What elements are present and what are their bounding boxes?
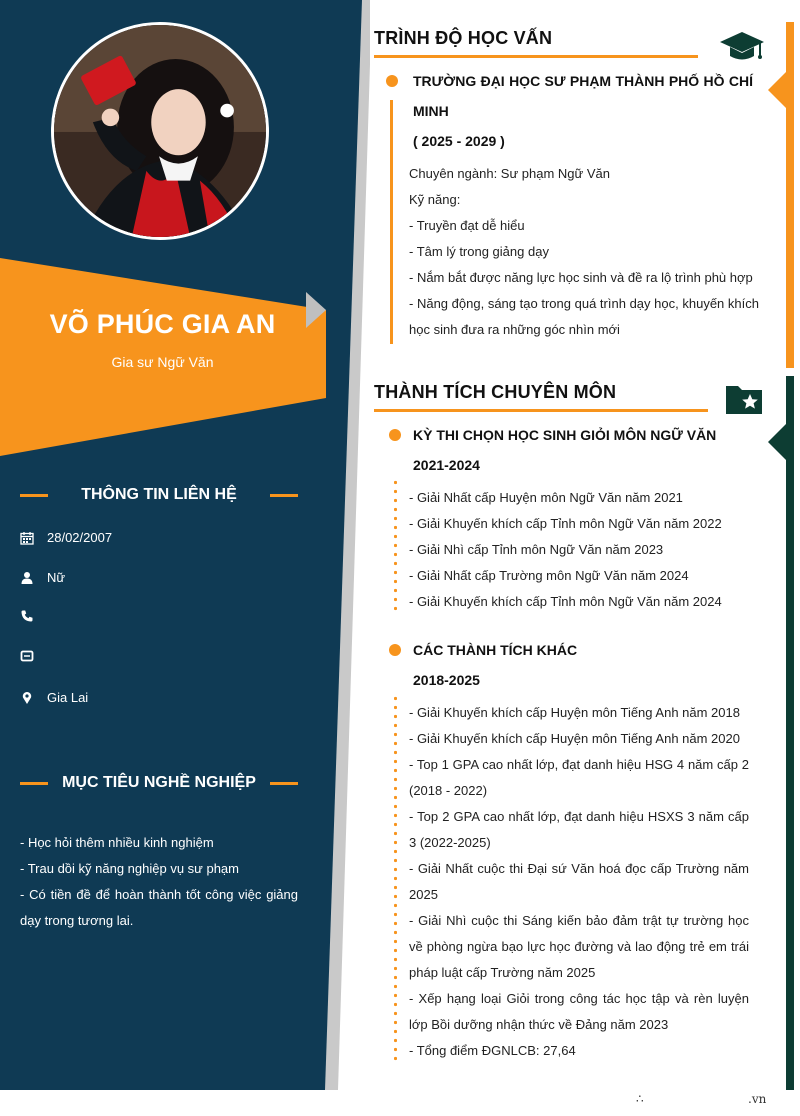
candidate-role: Gia sư Ngữ Văn <box>111 354 214 370</box>
footer-mark-right: .vn <box>748 1092 767 1106</box>
school-name: TRƯỜNG ĐẠI HỌC SƯ PHẠM THÀNH PHỐ HỒ CHÍ MINH <box>413 73 753 119</box>
footer-mark-left: ∴ <box>636 1092 644 1106</box>
achievement-item: - Top 2 GPA cao nhất lớp, đạt danh hiệu HSXS 3 năm cấp 3 (2022-2025) <box>409 809 749 850</box>
title-bar-left <box>20 782 48 785</box>
title-bar-left <box>20 494 48 497</box>
achievement-item: - Giải Nhì cuộc thi Sáng kiến bảo đảm trật tự trường học về phòng ngừa bạo lực học đường và lao động trẻ em trái pháp luật cấp Trường năm 2025 <box>409 913 749 980</box>
calendar-icon <box>20 531 34 545</box>
contact-address <box>20 690 88 705</box>
birthday-value: 28/02/2007 <box>47 530 113 545</box>
achievement-group-heading: CÁC THÀNH TÍCH KHÁC <box>413 642 578 658</box>
achievement-strip-notch <box>768 422 788 462</box>
achievement-group-timeline <box>394 478 397 612</box>
achievement-group-timeline <box>394 694 397 1062</box>
contact-title-text: THÔNG TIN LIÊN HỆ <box>81 486 237 503</box>
title-bar-right <box>270 782 298 785</box>
achievement-side-strip <box>786 376 794 1090</box>
candidate-name: VÕ PHÚC GIA AN <box>49 309 276 339</box>
achievement-item: - Giải Khuyến khích cấp Huyện môn Tiếng Anh năm 2020 <box>409 731 740 746</box>
education-detail: - Năng động, sáng tạo trong quá trình dạy học, khuyến khích học sinh đưa ra những góc nhìn mới <box>409 296 759 337</box>
contact-birthday <box>20 530 112 545</box>
objective-item: - Trau dồi kỹ năng nghiệp vụ sư phạm <box>20 861 239 876</box>
education-strip-notch <box>768 70 788 110</box>
gender-value: Nữ <box>47 570 66 585</box>
profile-photo <box>51 22 269 240</box>
objective-section-title <box>20 774 298 792</box>
folder-star-icon <box>724 382 764 416</box>
achievement-item: - Xếp hạng loại Giỏi trong công tác học tập và rèn luyện lớp Bồi dưỡng nhận thức về Đảng năm 2023 <box>409 991 749 1032</box>
contact-gender <box>20 570 65 585</box>
achievements-underline <box>374 409 708 412</box>
objective-item: - Có tiền đề để hoàn thành tốt công việc giảng dạy trong tương lai. <box>20 887 298 928</box>
education-bullet <box>386 75 398 87</box>
contact-email <box>20 649 47 663</box>
achievement-item: - Giải Khuyến khích cấp Huyện môn Tiếng Anh năm 2018 <box>409 705 740 720</box>
education-timeline <box>390 100 393 344</box>
objective-list <box>20 830 298 934</box>
education-details <box>409 161 759 343</box>
address-value: Gia Lai <box>47 690 89 705</box>
contact-phone <box>20 609 47 623</box>
achievements-title: THÀNH TÍCH CHUYÊN MÔN <box>374 382 617 402</box>
achievement-group-list <box>409 700 749 1064</box>
title-bar-right <box>270 494 298 497</box>
achievement-group-period: 2021-2024 <box>413 457 480 473</box>
education-detail: - Tâm lý trong giảng dạy <box>409 244 549 259</box>
achievement-item: - Giải Nhất cuộc thi Đại sứ Văn hoá đọc cấp Trường năm 2025 <box>409 861 749 902</box>
achievement-item: - Top 1 GPA cao nhất lớp, đạt danh hiệu HSG 4 năm cấp 2 (2018 - 2022) <box>409 757 749 798</box>
achievement-item: - Giải Nhì cấp Tỉnh môn Ngữ Văn năm 2023 <box>409 542 664 557</box>
achievement-group-heading: KỲ THI CHỌN HỌC SINH GIỎI MÔN NGỮ VĂN <box>413 427 717 443</box>
achievement-item: - Giải Nhất cấp Trường môn Ngữ Văn năm 2024 <box>409 568 689 583</box>
education-title: TRÌNH ĐỘ HỌC VẤN <box>374 28 553 48</box>
achievement-item: - Giải Khuyến khích cấp Tỉnh môn Ngữ Văn năm 2022 <box>409 516 722 531</box>
achievement-group-period: 2018-2025 <box>413 672 480 688</box>
achievement-item: - Giải Nhất cấp Huyện môn Ngữ Văn năm 2021 <box>409 490 683 505</box>
education-detail: - Nắm bắt được năng lực học sinh và đề ra lộ trình phù hợp <box>409 270 753 285</box>
achievement-item: - Tổng điểm ĐGNLCB: 27,64 <box>409 1043 576 1058</box>
education-detail: - Truyền đạt dễ hiểu <box>409 218 525 233</box>
achievement-item: - Giải Khuyến khích cấp Tỉnh môn Ngữ Văn năm 2024 <box>409 594 722 609</box>
education-underline <box>374 55 698 58</box>
achievement-group-bullet <box>389 644 401 656</box>
school-period: ( 2025 - 2029 ) <box>413 133 505 149</box>
email-icon <box>20 649 34 663</box>
location-icon <box>20 691 34 705</box>
phone-icon <box>20 609 34 623</box>
contact-section-title <box>20 486 298 504</box>
education-detail: Kỹ năng: <box>409 192 461 207</box>
objective-item: - Học hỏi thêm nhiều kinh nghiệm <box>20 835 214 850</box>
achievement-group-bullet <box>389 429 401 441</box>
achievement-group-list <box>409 485 759 615</box>
education-detail: Chuyên ngành: Sư phạm Ngữ Văn <box>409 166 610 181</box>
objective-title-text: MỤC TIÊU NGHỀ NGHIỆP <box>62 774 256 791</box>
user-icon <box>20 571 34 585</box>
graduation-cap-icon <box>719 30 765 64</box>
